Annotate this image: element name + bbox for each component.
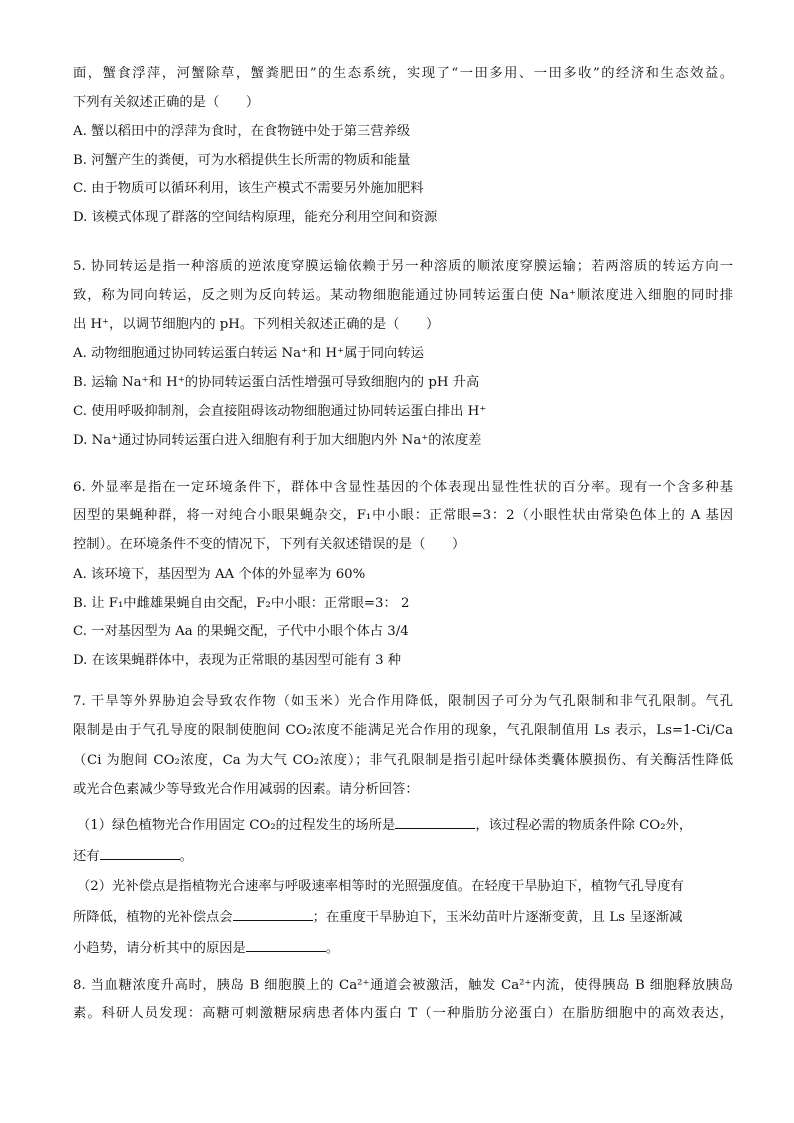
question-8-text: 素。科研人员发现：高糖可刺激糖尿病患者体内蛋白 T（一种脂肪分泌蛋白）在脂肪细胞中的高效表达， xyxy=(73,1006,733,1021)
sub-question-2-cont xyxy=(73,907,733,928)
option-a: A. 蟹以稻田中的浮萍为食时，在食物链中处于第三营养级 xyxy=(73,124,411,139)
answer-blank[interactable] xyxy=(233,907,313,921)
question-6-text: 6. 外显率是指在一定环境条件下，群体中含显性基因的个体表现出显性性状的百分率。现有一个含多种基 xyxy=(73,480,733,495)
sub-question-2-text: 小趋势，请分析其中的原因是 xyxy=(73,941,246,956)
sub-question-1-cont xyxy=(73,846,733,867)
option-b: B. 让 F₁中雌雄果蝇自由交配，F₂中小眼：正常眼=3： 2 xyxy=(73,596,410,611)
option-b: B. 运输 Na⁺和 H⁺的协同转运蛋白活性增强可导致细胞内的 pH 升高 xyxy=(73,375,480,390)
question-7-text: 限制是由于气孔导度的限制使胞间 CO₂浓度不能满足光合作用的现象，气孔限制值用 Ls 表示，Ls=1-Ci/Ca xyxy=(73,723,733,738)
option-d: D. Na⁺通过协同转运蛋白进入细胞有利于加大细胞内外 Na⁺的浓度差 xyxy=(73,433,482,448)
sub-question-2: （2）光补偿点是指植物光合速率与呼吸速率相等时的光照强度值。在轻度干旱胁迫下，植物气孔导度有 xyxy=(77,879,684,894)
option-c: C. 使用呼吸抑制剂，会直接阻碍该动物细胞通过协同转运蛋白排出 H⁺ xyxy=(73,404,487,419)
sub-question-1-text: （1）绿色植物光合作用固定 CO₂的过程发生的场所是 xyxy=(77,818,396,833)
option-a: A. 动物细胞通过协同转运蛋白转运 Na⁺和 H⁺属于同向转运 xyxy=(73,346,424,361)
option-d: D. 该模式体现了群落的空间结构原理，能充分利用空间和资源 xyxy=(73,210,438,225)
question-8-text: 8. 当血糖浓度升高时，胰岛 B 细胞膜上的 Ca²⁺通道会被激活，触发 Ca²⁺内流，使得胰岛 B 细胞释放胰岛 xyxy=(73,978,733,993)
option-c: C. 一对基因型为 Aa 的果蝇交配，子代中小眼个体占 3/4 xyxy=(73,624,409,639)
option-b: B. 河蟹产生的粪便，可为水稻提供生长所需的物质和能量 xyxy=(73,153,411,168)
option-a: A. 该环境下，基因型为 AA 个体的外显率为 60% xyxy=(73,567,366,582)
option-c: C. 由于物质可以循环利用，该生产模式不需要另外施加肥料 xyxy=(73,181,424,196)
question-7-text: 或光合色素减少等导致光合作用减弱的因素。请分析回答： xyxy=(73,782,419,797)
option-d: D. 在该果蝇群体中，表现为正常眼的基因型可能有 3 种 xyxy=(73,653,402,668)
sub-question-2-text: 。 xyxy=(325,941,340,956)
sub-question-2-text: ；在重度干旱胁迫下，玉米幼苗叶片逐渐变黄，且 Ls 呈逐渐减 xyxy=(312,910,683,925)
answer-blank[interactable] xyxy=(100,846,180,860)
question-5-text: 致，称为同向转运，反之则为反向转运。某动物细胞能通过协同转运蛋白使 Na⁺顺浓度进入细胞的同时排 xyxy=(73,288,733,303)
sub-question-1 xyxy=(77,815,737,836)
answer-blank[interactable] xyxy=(395,815,475,829)
text-line: 面，蟹食浮萍，河蟹除草，蟹粪肥田”的生态系统，实现了“一田多用、一田多收”的经济和生态效益。 xyxy=(73,66,733,81)
sub-question-1-text: 。 xyxy=(179,849,193,864)
question-7-text: （Ci 为胞间 CO₂浓度，Ca 为大气 CO₂浓度）；非气孔限制是指引起叶绿体类囊体膜损伤、有关酶活性降低 xyxy=(73,753,733,768)
question-stem: 下列有关叙述正确的是（ ） xyxy=(73,95,260,110)
answer-blank[interactable] xyxy=(246,938,326,952)
sub-question-2-text: 所降低，植物的光补偿点会 xyxy=(73,910,233,925)
question-6-text: 因型的果蝇种群，将一对纯合小眼果蝇杂交，F₁中小眼：正常眼=3：2（小眼性状由常染色体上的 A 基因 xyxy=(73,508,733,523)
question-6-text: 控制）。在环境条件不变的情况下，下列有关叙述错误的是（ ） xyxy=(73,537,466,552)
sub-question-1-text: 还有 xyxy=(73,849,100,864)
sub-question-2-cont xyxy=(73,938,733,959)
question-7-text: 7. 干旱等外界胁迫会导致农作物（如玉米）光合作用降低，限制因子可分为气孔限制和非气孔限制。气孔 xyxy=(73,694,733,709)
question-5-text: 出 H⁺，以调节细胞内的 pH。下列相关叙述正确的是（ ） xyxy=(73,317,440,332)
sub-question-1-text: ，该过程必需的物质条件除 CO₂外， xyxy=(475,818,693,833)
question-5-text: 5. 协同转运是指一种溶质的逆浓度穿膜运输依赖于另一种溶质的顺浓度穿膜运输；若两溶质的转运方向一 xyxy=(73,259,733,274)
